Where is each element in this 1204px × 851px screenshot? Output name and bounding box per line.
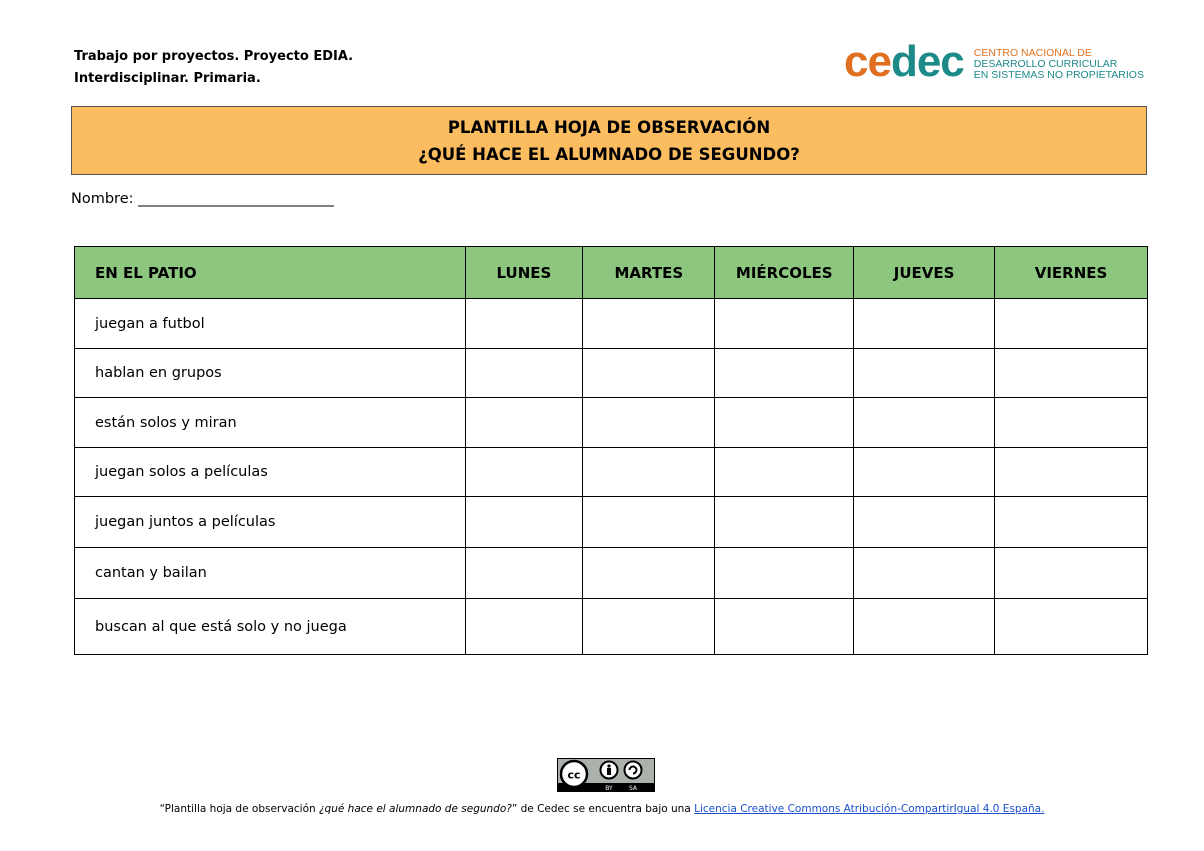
observation-cell[interactable] (465, 548, 583, 599)
observation-cell[interactable] (715, 497, 854, 548)
badge-by-label: BY (605, 785, 613, 791)
logo-wordmark: cedec (844, 37, 964, 86)
badge-sa-label: SA (628, 785, 638, 791)
observation-cell[interactable] (583, 599, 715, 655)
observation-cell[interactable] (583, 349, 715, 398)
title-line-2: ¿QUÉ HACE EL ALUMNADO DE SEGUNDO? (418, 144, 800, 164)
observation-cell[interactable] (715, 398, 854, 448)
observation-cell[interactable] (995, 448, 1148, 497)
column-header-day: JUEVES (854, 247, 995, 299)
observation-cell[interactable] (715, 599, 854, 655)
observation-cell[interactable] (715, 299, 854, 349)
observation-cell[interactable] (854, 349, 995, 398)
observation-cell[interactable] (995, 349, 1148, 398)
observation-cell[interactable] (465, 398, 583, 448)
footer-italic-title: ¿qué hace el alumnado de segundo? (318, 803, 512, 815)
observation-cell[interactable] (715, 448, 854, 497)
table-body (75, 299, 1148, 655)
column-header-day: MARTES (583, 247, 715, 299)
logo-sub-line-2: DESARROLLO CURRICULAR (973, 57, 1118, 70)
activity-label: juegan a futbol (75, 299, 466, 349)
table-row (75, 599, 1148, 655)
column-header-day: VIERNES (995, 247, 1148, 299)
observation-cell[interactable] (995, 599, 1148, 655)
observation-cell[interactable] (465, 299, 583, 349)
observation-cell[interactable] (854, 599, 995, 655)
observation-cell[interactable] (995, 398, 1148, 448)
observation-table (74, 246, 1148, 655)
observation-cell[interactable] (854, 299, 995, 349)
title-banner (71, 106, 1147, 175)
table-row (75, 349, 1148, 398)
cc-license-icon (558, 759, 654, 791)
logo-sub-line-1: CENTRO NACIONAL DE (973, 46, 1092, 59)
logo-sub-line-3: EN SISTEMAS NO PROPIETARIOS (973, 68, 1144, 81)
logo-subtitle (974, 48, 1144, 81)
observation-cell[interactable] (465, 599, 583, 655)
name-field-label: Nombre: ___________________________ (71, 191, 334, 207)
column-header-day: LUNES (465, 247, 583, 299)
observation-cell[interactable] (715, 349, 854, 398)
license-link[interactable]: Licencia Creative Commons Atribución-CompartirIgual 4.0 España. (694, 803, 1045, 815)
table-row (75, 398, 1148, 448)
footer-middle: ” de Cedec se encuentra bajo una (511, 803, 695, 815)
svg-text:cc: cc (567, 768, 581, 782)
observation-cell[interactable] (854, 548, 995, 599)
activity-label: juegan solos a películas (75, 448, 466, 497)
observation-cell[interactable] (583, 448, 715, 497)
header-line-1: Trabajo por proyectos. Proyecto EDIA. (74, 49, 354, 64)
observation-cell[interactable] (854, 398, 995, 448)
observation-cell[interactable] (995, 299, 1148, 349)
observation-cell[interactable] (465, 497, 583, 548)
activity-label: juegan juntos a películas (75, 497, 466, 548)
observation-cell[interactable] (465, 448, 583, 497)
table-row (75, 548, 1148, 599)
cc-by-sa-badge (557, 758, 655, 792)
header-line-2: Interdisciplinar. Primaria. (74, 71, 261, 86)
activity-label: buscan al que está solo y no juega (75, 599, 466, 655)
column-header-day: MIÉRCOLES (715, 247, 854, 299)
table-row (75, 497, 1148, 548)
cedec-logo (844, 37, 1144, 86)
activity-label: están solos y miran (75, 398, 466, 448)
observation-cell[interactable] (854, 497, 995, 548)
license-footer (0, 803, 1204, 815)
observation-cell[interactable] (583, 548, 715, 599)
table-row (75, 448, 1148, 497)
observation-cell[interactable] (583, 497, 715, 548)
observation-cell[interactable] (995, 548, 1148, 599)
observation-cell[interactable] (715, 548, 854, 599)
footer-prefix: “Plantilla hoja de observación (159, 803, 319, 815)
observation-cell[interactable] (465, 349, 583, 398)
observation-cell[interactable] (583, 398, 715, 448)
observation-cell[interactable] (583, 299, 715, 349)
column-header-activity: EN EL PATIO (75, 247, 466, 299)
activity-label: cantan y bailan (75, 548, 466, 599)
table-row (75, 299, 1148, 349)
observation-cell[interactable] (995, 497, 1148, 548)
observation-cell[interactable] (854, 448, 995, 497)
document-header (74, 46, 353, 90)
table-header-row (75, 247, 1148, 299)
title-line-1: PLANTILLA HOJA DE OBSERVACIÓN (447, 117, 771, 137)
activity-label: hablan en grupos (75, 349, 466, 398)
